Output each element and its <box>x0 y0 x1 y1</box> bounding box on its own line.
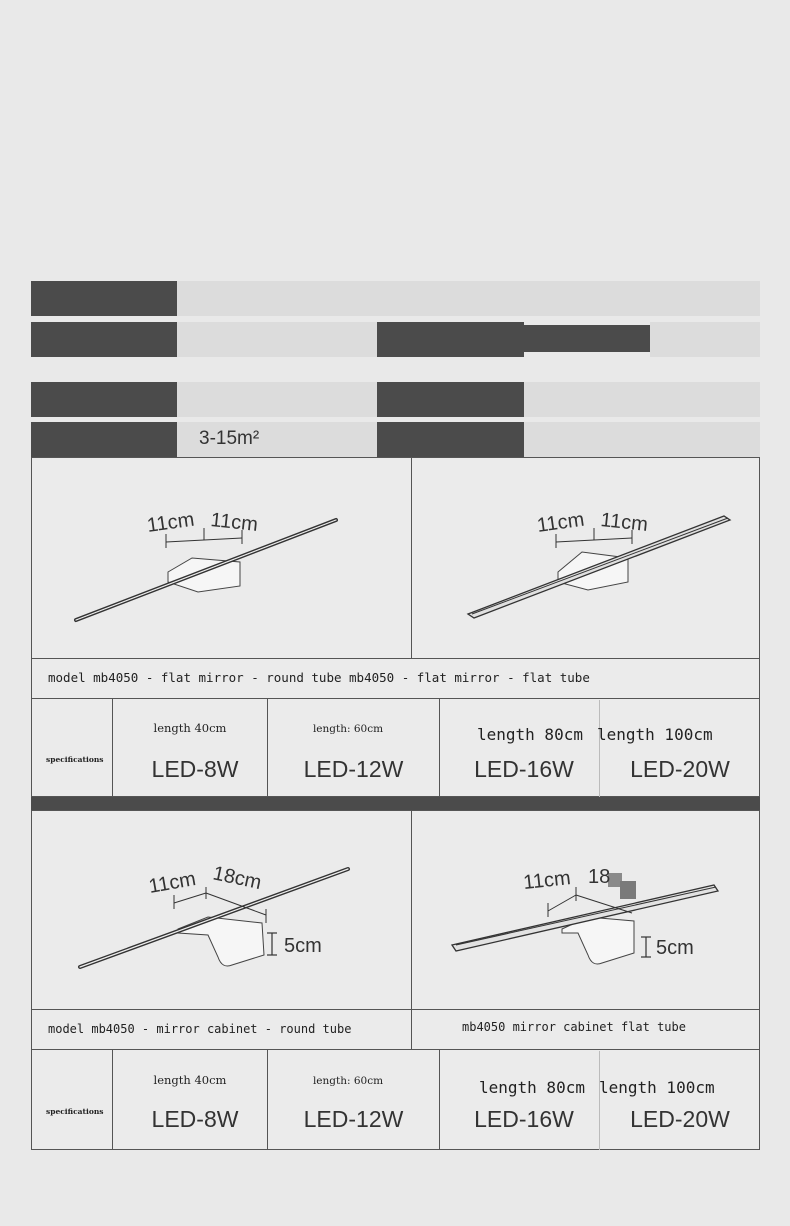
spec-power: LED-8W <box>151 756 239 782</box>
spec-length: length 100cm <box>597 725 713 744</box>
info-value-cell <box>524 382 760 417</box>
dimension-a: 11cm <box>522 867 572 894</box>
spec-length: length: 60cm <box>312 723 384 735</box>
spec-power: LED-8W <box>151 1106 239 1132</box>
info-value-cell <box>177 382 377 417</box>
spec-power: LED-12W <box>303 756 404 782</box>
info-label-cell <box>31 322 177 357</box>
info-value-cell <box>177 281 760 316</box>
spec-power: LED-16W <box>474 1106 574 1132</box>
info-label-cell <box>31 422 177 457</box>
spec-power: LED-20W <box>630 1106 730 1132</box>
model-caption: model mb4050 - mirror cabinet - round tube <box>48 1022 352 1036</box>
model-caption: mb4050 mirror cabinet flat tube <box>462 1020 686 1034</box>
dimension-b: 11cm <box>209 509 259 536</box>
info-label-cell <box>377 322 524 357</box>
spec-power: LED-20W <box>630 756 730 782</box>
specifications-label: specifications <box>46 755 104 764</box>
spec-power: LED-12W <box>303 1106 404 1132</box>
dimension-height: 5cm <box>656 937 694 959</box>
image-artifact <box>620 881 636 899</box>
area-value: 3-15m² <box>199 428 260 449</box>
spec-length: length 40cm <box>153 721 227 735</box>
info-label-cell <box>31 281 177 316</box>
dimension-b: 18cm <box>210 862 264 895</box>
info-label-cell <box>377 422 524 457</box>
model-caption: model mb4050 - flat mirror - round tube mb4050 - flat mirror - flat tube <box>48 670 590 685</box>
spec-power: LED-16W <box>474 756 574 782</box>
spec-length: length 40cm <box>153 1073 227 1087</box>
lamp-drawing-flat-tube <box>412 458 759 658</box>
spec-length: length: 60cm <box>312 1075 384 1087</box>
spec-length: length 80cm <box>477 725 583 744</box>
cabinet-drawing-round-tube <box>32 811 410 1009</box>
info-value-cell <box>524 422 760 457</box>
dimension-a: 11cm <box>145 508 196 537</box>
info-value-cell <box>524 325 650 352</box>
dimension-b: 18 <box>588 866 611 888</box>
info-value-cell <box>650 322 760 357</box>
dimension-a: 11cm <box>147 868 198 898</box>
specifications-label: specifications <box>46 1107 104 1116</box>
info-label-cell <box>31 382 177 417</box>
section-divider <box>31 797 760 810</box>
dimension-height: 5cm <box>284 935 322 957</box>
dimension-b: 11cm <box>599 509 649 536</box>
spec-length: length 80cm <box>479 1078 585 1097</box>
info-value-cell <box>177 322 377 357</box>
spec-length: length 100cm <box>599 1078 715 1097</box>
info-label-cell <box>377 382 524 417</box>
dimension-a: 11cm <box>535 508 586 537</box>
cabinet-drawing-flat-tube <box>412 811 759 1009</box>
lamp-drawing-round-tube <box>32 458 410 658</box>
